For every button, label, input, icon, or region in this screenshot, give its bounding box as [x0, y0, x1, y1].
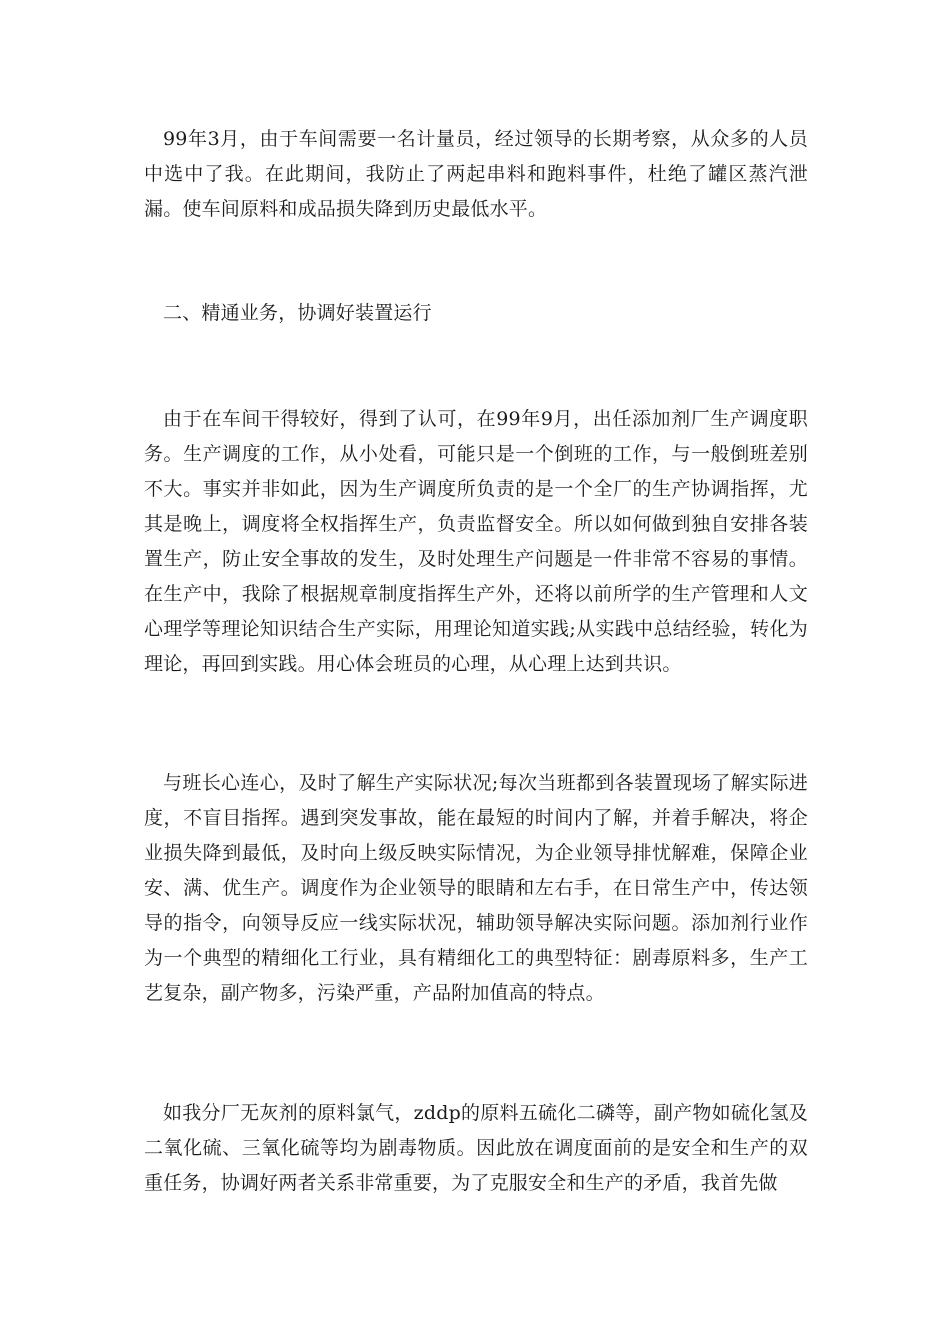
paragraph-dispatch-duty: 由于在车间干得较好，得到了认可，在99年9月，出任添加剂厂生产调度职务。生产调度的工作，从小处看，可能只是一个倒班的工作，与一般倒班差别不大。事实并非如此，因为生产调度所负责的是一个全厂的生产协调指挥，尤其是晚上，调度将全权指挥生产，负责监督安全。所以如何做到独自安排各装置生产，防止安全事故的发生，及时处理生产问题是一件非常不容易的事情。在生产中，我除了根据规章制度指挥生产外，还将以前所学的生产管理和人文心理学等理论知识结合生产实际，用理论知道实践;从实践中总结经验，转化为理论，再回到实践。用心体会班员的心理，从心理上达到共识。 — [144, 408, 808, 675]
paragraph-team-coordination: 与班长心连心，及时了解生产实际状况;每次当班都到各装置现场了解实际进度，不盲目指挥。遇到突发事故，能在最短的时间内了解，并着手解决，将企业损失降到最低，及时向上级反映实际情况，为企业领导排忧解难，保障企业安、满、优生产。调度作为企业领导的眼睛和左右手，在日常生产中，传达领导的指令，向领导反应一线实际状况，辅助领导解决实际问题。添加剂行业作为一个典型的精细化工行业，具有精细化工的典型特征：剧毒原料多，生产工艺复杂，副产物多，污染严重，产品附加值高的特点。 — [144, 772, 808, 1004]
paragraph-measurement-role: 99年3月，由于车间需要一名计量员，经过领导的长期考察，从众多的人员中选中了我。在此期间，我防止了两起串料和跑料事件，杜绝了罐区蒸汽泄漏。使车间原料和成品损失降到历史最低水平。 — [144, 128, 808, 220]
paragraph-safety-production: 如我分厂无灰剂的原料氯气，zddp的原料五硫化二磷等，副产物如硫化氢及二氧化硫、三氧化硫等均为剧毒物质。因此放在调度面前的是安全和生产的双重任务，协调好两者关系非常重要，为了克服安全和生产的矛盾，我首先做 — [144, 1102, 808, 1194]
section-heading-2: 二、精通业务，协调好装置运行 — [163, 302, 432, 324]
